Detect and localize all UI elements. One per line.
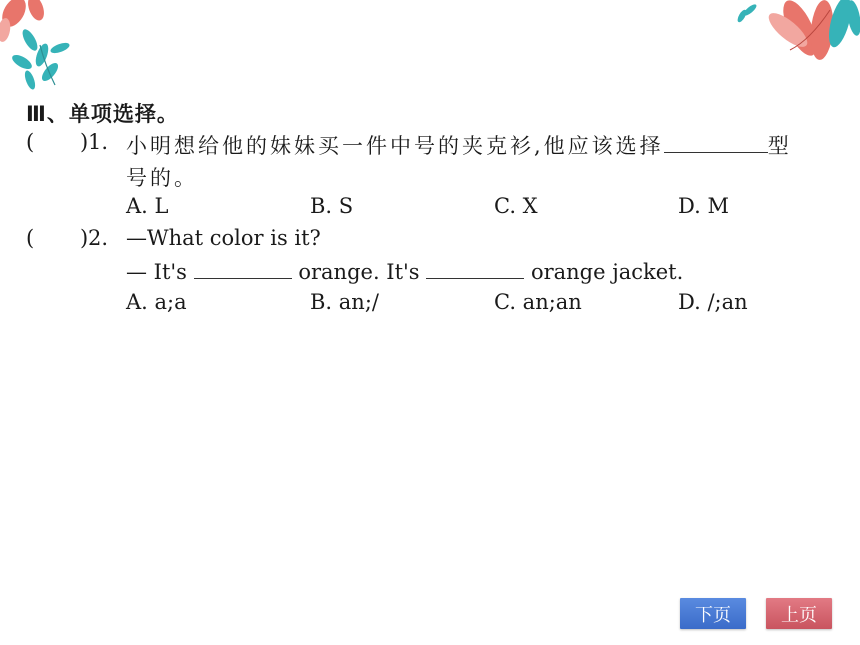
question-1-stem-line2: 号的。 [126, 166, 198, 190]
question-number-1: 1. [88, 130, 109, 154]
answer-blank-2b [426, 258, 524, 279]
leaf-decoration-top-left [0, 0, 110, 95]
q1-option-b: B. S [310, 194, 354, 218]
answer-blank-2a [194, 258, 292, 279]
q2-option-b: B. an;/ [310, 290, 379, 314]
q1-option-a: A. L [126, 194, 169, 218]
question-2-line1: —What color is it? [126, 226, 321, 250]
section-title: Ⅲ、单项选择。 [26, 102, 179, 126]
question-1-stem [126, 130, 792, 160]
previous-page-button[interactable]: 上页 [766, 598, 832, 629]
question-1-stem-text: 小明想给他的妹妹买一件中号的夹克衫,他应该选择 [126, 134, 664, 158]
question-2-text-c: orange jacket. [530, 260, 684, 284]
answer-paren-open-1: ( [26, 130, 35, 154]
question-number-2: 2. [88, 226, 109, 250]
answer-blank-1 [664, 132, 768, 153]
next-page-button[interactable]: 下页 [680, 598, 746, 629]
answer-paren-close-1: ) [80, 130, 89, 154]
q1-option-c: C. X [494, 194, 538, 218]
question-2-text-a: — It's [126, 260, 187, 284]
leaf-decoration-top-right [730, 0, 860, 70]
question-2-text-b: orange. It's [298, 260, 420, 284]
q1-option-d: D. M [678, 194, 729, 218]
answer-paren-close-2: ) [80, 226, 89, 250]
q2-option-c: C. an;an [494, 290, 582, 314]
question-1-stem-suffix: 型 [767, 134, 792, 158]
question-2-line2 [126, 258, 683, 284]
answer-paren-open-2: ( [26, 226, 35, 250]
q2-option-d: D. /;an [678, 290, 748, 314]
q2-option-a: A. a;a [126, 290, 187, 314]
